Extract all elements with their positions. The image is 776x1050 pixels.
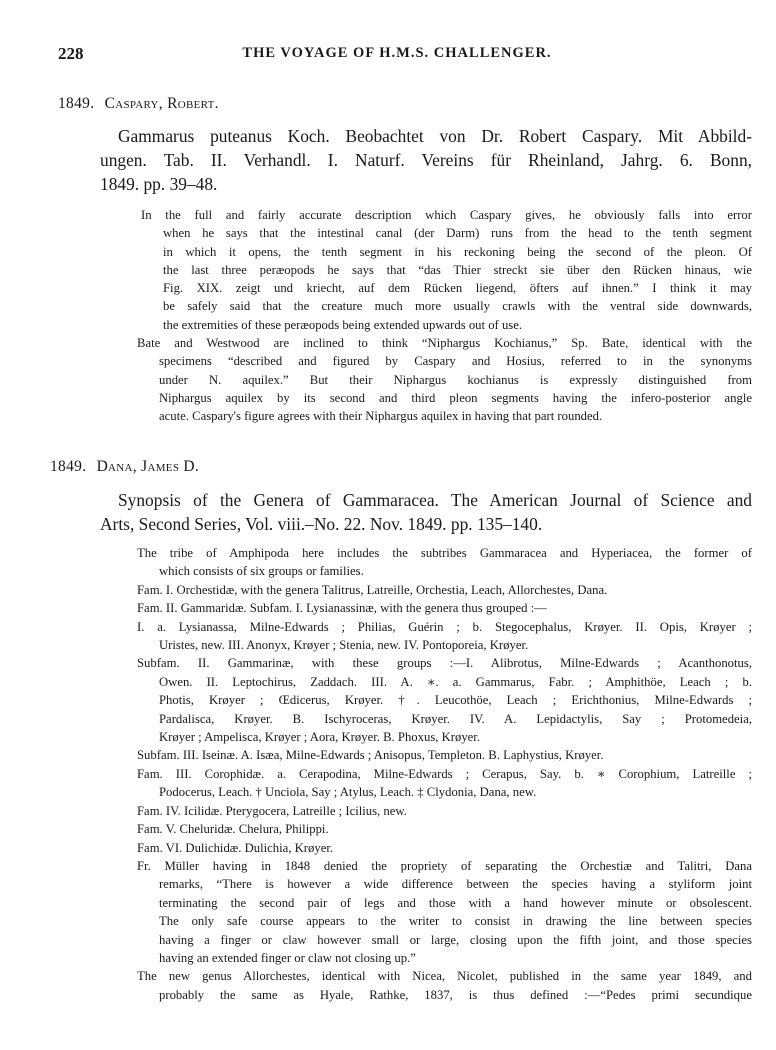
text-line: Fam. V. Cheluridæ. Chelura, Philippi. [137,822,329,837]
citation-line: ungen. Tab. II. Verhandl. I. Naturf. Vereins für Rheinland, Jahrg. 6. Bonn, [100,150,752,170]
text-line: the last three peræopods he says that “das Thier streckt sie über den Rücken hinaus, wie [163,262,752,277]
text-line: Subfam. III. Iseinæ. A. Isæa, Milne-Edwards ; Anisopus, Templeton. B. Laphystius, Krøyer. [137,748,604,763]
running-head [58,44,736,68]
citation-line: Gammarus puteanus Koch. Beobachtet von Dr. Robert Caspary. Mit Abbild- [118,126,752,146]
entry-heading-dana [50,458,199,476]
text-line: which consists of six groups or families. [159,564,364,579]
text-line: remarks, “There is however a wide difference between the species having a styliform joint [159,877,752,892]
text-line: when he says that the intestinal canal (der Darm) runs from the head to the tenth segment [163,226,752,241]
text-line: under N. aquilex.” But their Niphargus kochianus is expressly distinguished from [159,372,752,387]
text-line: in which it opens, the tenth segment in his reckoning being the second of the pleon. Of [163,244,752,259]
citation-caspary [100,124,752,196]
text-line: The only safe course appears to the writer to consist in drawing the line between species [159,914,752,929]
text-line: having a finger or claw however small or large, closing upon the fifth joint, and those species [159,932,752,947]
text-line: Krøyer ; Ampelisca, Krøyer ; Aora, Krøyer. B. Phoxus, Krøyer. [159,730,481,745]
text-line: Uristes, new. III. Anonyx, Krøyer ; Stenia, new. IV. Pontoporeia, Krøyer. [159,638,529,653]
text-line: The new genus Allorchestes, identical with Nicea, Nicolet, published in the same year 1849, and [137,969,752,984]
text-line: Fam. VI. Dulichidæ. Dulichia, Krøyer. [137,840,334,855]
citation-line: Synopsis of the Genera of Gammaracea. The American Journal of Science and [118,490,752,510]
text-line: probably the same as Hyale, Rathke, 1837, is thus defined :—“Pedes primi secundique [159,987,752,1002]
text-line: Fam. IV. Icilidæ. Pterygocera, Latreille ; Icilius, new. [137,803,407,818]
text-line: In the full and fairly accurate description which Caspary gives, he obviously falls into error [141,208,752,222]
dana-abstract [137,544,752,1004]
entry-heading-caspary [58,95,219,113]
entry-year: 1849. [50,458,87,475]
annotation-paragraph-1 [141,206,752,334]
text-line: having an extended finger or claw not closing up.” [159,950,416,965]
entry-author: Dana, James D. [96,458,200,475]
text-line: Podocerus, Leach. † Unciola, Say ; Atylus, Leach. ‡ Clydonia, Dana, new. [159,785,537,800]
text-line: Subfam. II. Gammarinæ, with these groups :—I. Alibrotus, Milne-Edwards ; Acanthonotus, [137,656,752,671]
text-line: The tribe of Amphipoda here includes the subtribes Gammaracea and Hyperiacea, the former of [137,546,752,560]
text-line: Bate and Westwood are inclined to think “Niphargus Kochianus,” Sp. Bate, identical with the [137,336,752,350]
citation-line: Arts, Second Series, Vol. viii.–No. 22. Nov. 1849. pp. 135–140. [100,514,543,534]
text-line: Fam. III. Corophidæ. a. Cerapodina, Milne-Edwards ; Cerapus, Say. b. ∗ Corophium, Latreille ; [137,766,752,781]
text-line: the extremities of these peræopods being extended upwards out of use. [163,317,523,332]
text-line: I. a. Lysianassa, Milne-Edwards ; Philias, Guérin ; b. Stegocephalus, Krøyer. II. Opis, Krøyer ; [137,619,752,634]
text-line: be safely said that the creature much more usually crawls with the ventral side downwards, [163,299,752,314]
text-line: Pardalisca, Krøyer. B. Ischyroceras, Krøyer. IV. A. Lepidactylis, Say ; Protomedeia, [159,711,752,726]
entry-year: 1849. [58,95,95,112]
annotation-paragraph-2 [137,334,752,425]
text-line: Owen. II. Leptochirus, Zaddach. III. A. ∗. a. Gammarus, Fabr. ; Amphithöe, Leach ; b. [159,674,752,689]
citation-line: 1849. pp. 39–48. [100,174,218,194]
text-line: specimens “described and figured by Caspary and Hosius, referred to in the synonyms [159,354,752,369]
running-title: THE VOYAGE OF H.M.S. CHALLENGER. [242,45,552,61]
text-line: Photis, Krøyer ; Œdicerus, Krøyer. †. Leucothöe, Leach ; Erichthonius, Milne-Edwards ; [159,693,752,708]
text-line: Fam. I. Orchestidæ, with the genera Talitrus, Latreille, Orchestia, Leach, Allorchestes, Dana. [137,582,608,597]
text-line: acute. Caspary's figure agrees with their Niphargus aquilex in having that part rounded. [159,409,603,424]
citation-dana [100,488,752,536]
text-line: Fr. Müller having in 1848 denied the propriety of separating the Orchestiæ and Talitri, Dana [137,858,752,873]
text-line: Fam. II. Gammaridæ. Subfam. I. Lysianassinæ, with the genera thus grouped :— [137,601,547,616]
page-number: 228 [58,44,84,63]
text-line: Fig. XIX. zeigt und kriecht, auf dem Rücken liegend, öfters auf ihnen.” I think it may [163,281,752,296]
text-line: terminating the second pair of legs and those with a hand however minute or obsolescent. [159,895,752,910]
entry-author: Caspary, Robert. [104,95,219,112]
text-line: Niphargus aquilex by its second and third pleon segments having the infero-posterior angle [159,390,752,405]
